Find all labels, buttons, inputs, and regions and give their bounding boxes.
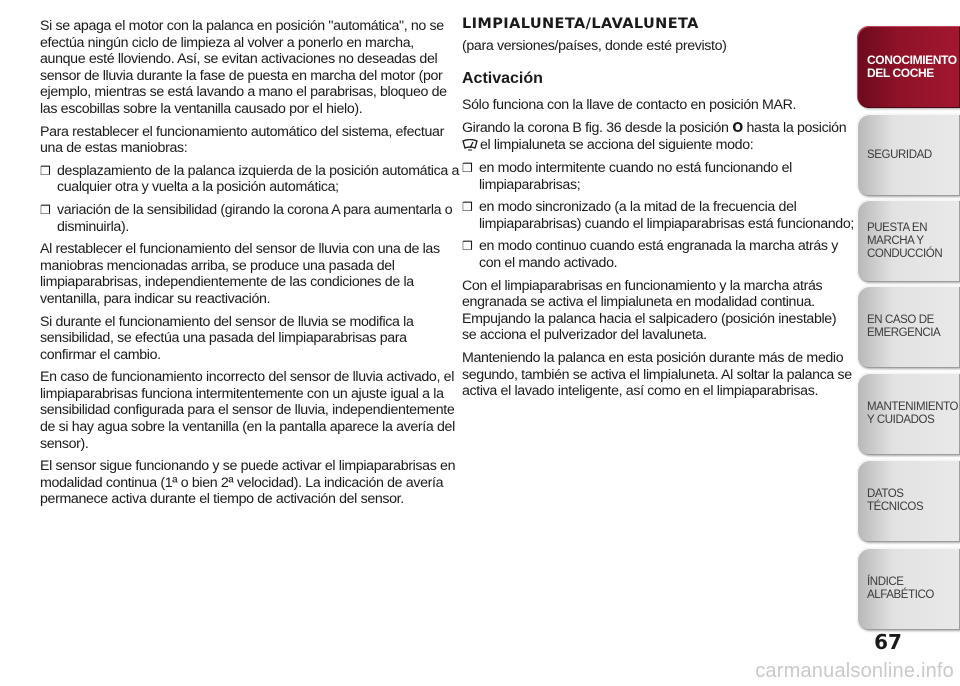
tab-seguridad[interactable]: SEGURIDAD — [857, 114, 960, 196]
tab-mantenimiento[interactable]: MANTENIMIENTO Y CUIDADOS — [857, 373, 960, 455]
list-item: ❒ en modo sincronizado (a la mitad de la frecuencia del limpiaparabrisas) cuando el limpiaparabrisas está funcionando; — [462, 199, 854, 232]
position-o-symbol: O — [732, 120, 743, 136]
paragraph: Manteniendo la palanca en esta posición durante más de medio segundo, también se activa el limpialuneta. Al soltar la palanca se activa el lavado inteligente, así como en el limpiaparabrisas. — [462, 349, 852, 400]
tab-puesta-en-marcha[interactable]: PUESTA EN MARCHA Y CONDUCCIÓN — [857, 200, 960, 282]
paragraph: Para restablecer el funcionamiento automático del sistema, efectuar una de estas maniobras: — [40, 123, 444, 157]
tab-en-caso-de-emergencia[interactable]: EN CASO DE EMERGENCIA — [857, 286, 960, 368]
bullet-icon: ❒ — [462, 160, 473, 175]
paragraph: Con el limpiaparabrisas en funcionamiento y la marcha atrás engranada se activa el limpialuneta en modalidad continua. — [462, 277, 823, 311]
paragraph: Si se apaga el motor con la palanca en posición "automática", no se efectúa ningún ciclo de limpieza al volver a ponerlo en marcha, aunque esté lloviendo. Así, se evitan activaciones no deseadas del sensor de lluvia durante la fase de puesta en marcha del motor (por ejemplo, mientras se está lavando a mano el parabrisas, bloqueo de las escobillas sobre la ventanilla causado por el hielo). — [40, 18, 447, 117]
bullet-icon: ❒ — [462, 239, 473, 254]
bullet-icon: ❒ — [40, 163, 51, 178]
subsection-heading: Activación — [462, 69, 543, 87]
watermark: carmanualsonline.info — [755, 660, 954, 682]
paragraph: Si durante el funcionamiento del sensor de lluvia se modifica la sensibilidad, se efectúa una pasada del limpiaparabrisas para confirmar el cambio. — [40, 313, 414, 363]
paragraph: Al restablecer el funcionamiento del sensor de lluvia con una de las maniobras mencionadas arriba, se produce una pasada del limpiaparabrisas, independientemente de las condiciones de la ventanilla, para indicar su reactivación. — [40, 241, 440, 307]
bullet-list — [40, 163, 460, 235]
page-number: 67 — [874, 630, 902, 654]
paragraph: Sólo funciona con la llave de contacto en posición MAR. — [462, 97, 797, 114]
paragraph: Empujando la palanca hacia el salpicadero (posición inestable) se acciona el pulverizador del lavaluneta. — [462, 310, 837, 344]
list-item: ❒ en modo continuo cuando está engranada la marcha atrás y con el mando activado. — [462, 238, 838, 271]
section-subtitle: (para versiones/países, donde esté previsto) — [462, 38, 727, 54]
tab-conocimiento-del-coche[interactable]: CONOCIMIENTO DEL COCHE — [857, 26, 960, 108]
list-item: ❒ en modo intermitente cuando no está funcionando el limpiaparabrisas; — [462, 159, 792, 193]
left-column — [40, 18, 460, 514]
list-item: ❒ variación de la sensibilidad (girando la corona A para aumentarla o disminuirla). — [40, 201, 453, 235]
section-title: LIMPIALUNETA/LAVALUNETA — [462, 16, 699, 32]
paragraph: En caso de funcionamiento incorrecto del sensor de lluvia activado, el limpiaparabrisas funciona intermitentemente con un ajuste igual a la sensibilidad configurada para el sensor de lluvia, independientemente de si hay agua sobre la ventanilla (en la pantalla aparece la avería del sensor). — [40, 369, 455, 452]
tab-datos-tecnicos[interactable]: DATOS TÉCNICOS — [857, 460, 960, 542]
list-item: ❒ desplazamiento de la palanca izquierda de la posición automática a cualquier otra y vuelta a la posición automática; — [40, 162, 460, 196]
tab-indice-alfabetico[interactable]: ÍNDICE ALFABÉTICO — [857, 548, 960, 630]
paragraph: Girando la corona B fig. 36 desde la posición O hasta la posición el limpialuneta se acciona del siguiente modo: — [462, 119, 847, 154]
bullet-list — [462, 160, 854, 272]
bullet-icon: ❒ — [462, 200, 473, 215]
right-column — [462, 18, 854, 406]
rear-wiper-icon — [462, 139, 478, 151]
bullet-icon: ❒ — [40, 202, 51, 217]
paragraph: El sensor sigue funcionando y se puede activar el limpiaparabrisas en modalidad continua (1ª o bien 2ª velocidad). La indicación de avería permanece activa durante el tiempo de activación del sensor. — [40, 458, 456, 508]
